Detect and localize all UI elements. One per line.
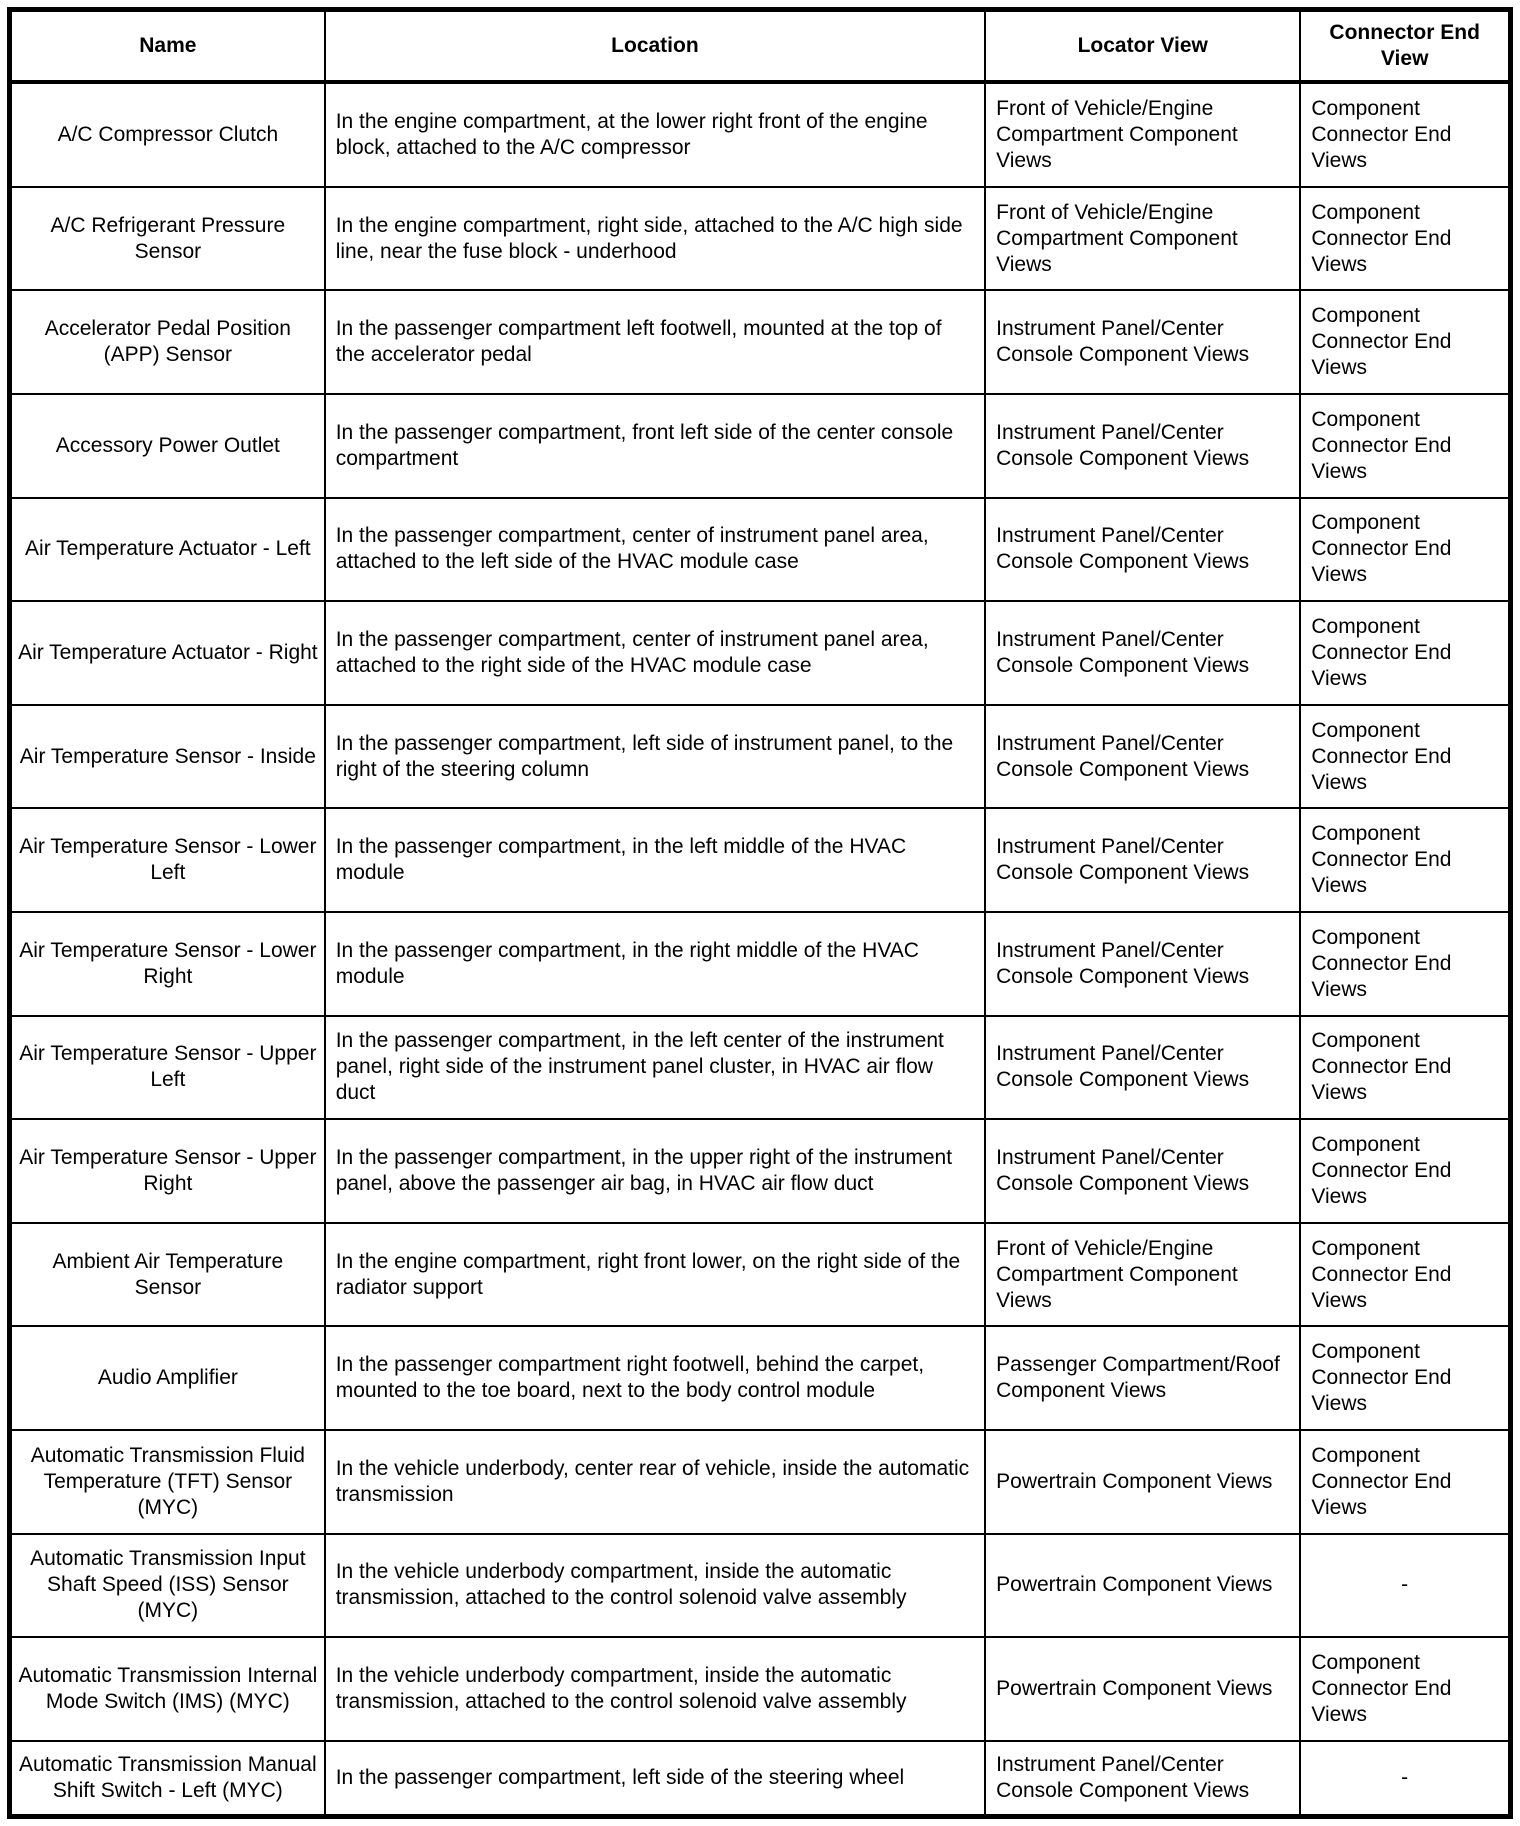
table-row — [10, 705, 1511, 809]
connector-end-cell: Component Connector End Views — [1300, 601, 1510, 705]
table-row — [10, 1326, 1511, 1430]
table-row — [10, 1016, 1511, 1120]
connector-end-cell: Component Connector End Views — [1300, 1119, 1510, 1223]
locator-view-cell: Front of Vehicle/Engine Compartment Component Views — [985, 82, 1300, 187]
locator-view-cell: Passenger Compartment/Roof Component Views — [985, 1326, 1300, 1430]
col-header-name: Name — [10, 10, 325, 83]
locator-view-cell: Instrument Panel/Center Console Component Views — [985, 912, 1300, 1016]
locator-view-cell: Powertrain Component Views — [985, 1534, 1300, 1638]
col-header-connector-end-view: Connector End View — [1300, 10, 1510, 83]
locator-view-cell: Front of Vehicle/Engine Compartment Component Views — [985, 187, 1300, 291]
location-cell: In the passenger compartment, in the left center of the instrument panel, right side of the instrument panel cluster, in HVAC air flow duct — [325, 1016, 985, 1120]
connector-end-cell: Component Connector End Views — [1300, 498, 1510, 602]
locator-view-cell: Instrument Panel/Center Console Component Views — [985, 705, 1300, 809]
name-cell: Accessory Power Outlet — [10, 394, 325, 498]
table-row — [10, 808, 1511, 912]
connector-end-cell: Component Connector End Views — [1300, 1637, 1510, 1741]
location-cell: In the passenger compartment, center of instrument panel area, attached to the right side of the HVAC module case — [325, 601, 985, 705]
connector-end-cell: Component Connector End Views — [1300, 1326, 1510, 1430]
table-row — [10, 1223, 1511, 1327]
table-row — [10, 601, 1511, 705]
name-cell: Air Temperature Sensor - Lower Left — [10, 808, 325, 912]
table-row — [10, 290, 1511, 394]
name-cell: Air Temperature Actuator - Left — [10, 498, 325, 602]
connector-end-cell: Component Connector End Views — [1300, 394, 1510, 498]
col-header-location: Location — [325, 10, 985, 83]
name-cell: Automatic Transmission Manual Shift Switch - Left (MYC) — [10, 1741, 325, 1817]
location-cell: In the vehicle underbody compartment, inside the automatic transmission, attached to the control solenoid valve assembly — [325, 1637, 985, 1741]
name-cell: Ambient Air Temperature Sensor — [10, 1223, 325, 1327]
locator-view-cell: Instrument Panel/Center Console Component Views — [985, 1119, 1300, 1223]
table-row — [10, 82, 1511, 187]
connector-end-cell: Component Connector End Views — [1300, 187, 1510, 291]
location-cell: In the passenger compartment, left side of the steering wheel — [325, 1741, 985, 1817]
locator-view-cell: Instrument Panel/Center Console Component Views — [985, 498, 1300, 602]
name-cell: Automatic Transmission Internal Mode Switch (IMS) (MYC) — [10, 1637, 325, 1741]
name-cell: A/C Refrigerant Pressure Sensor — [10, 187, 325, 291]
location-cell: In the passenger compartment right footwell, behind the carpet, mounted to the toe board, next to the body control module — [325, 1326, 985, 1430]
locator-view-cell: Instrument Panel/Center Console Component Views — [985, 808, 1300, 912]
table-row — [10, 1741, 1511, 1817]
locator-view-cell: Powertrain Component Views — [985, 1430, 1300, 1534]
connector-end-cell: Component Connector End Views — [1300, 912, 1510, 1016]
locator-view-cell: Front of Vehicle/Engine Compartment Component Views — [985, 1223, 1300, 1327]
location-cell: In the vehicle underbody, center rear of vehicle, inside the automatic transmission — [325, 1430, 985, 1534]
connector-end-cell: Component Connector End Views — [1300, 808, 1510, 912]
location-cell: In the passenger compartment, center of instrument panel area, attached to the left side of the HVAC module case — [325, 498, 985, 602]
col-header-locator-view: Locator View — [985, 10, 1300, 83]
connector-end-cell: Component Connector End Views — [1300, 705, 1510, 809]
connector-end-cell: - — [1300, 1534, 1510, 1638]
connector-end-cell: Component Connector End Views — [1300, 82, 1510, 187]
locator-view-cell: Instrument Panel/Center Console Component Views — [985, 601, 1300, 705]
connector-end-cell: - — [1300, 1741, 1510, 1817]
locator-view-cell: Instrument Panel/Center Console Component Views — [985, 1016, 1300, 1120]
name-cell: Accelerator Pedal Position (APP) Sensor — [10, 290, 325, 394]
connector-end-cell: Component Connector End Views — [1300, 290, 1510, 394]
table-row — [10, 498, 1511, 602]
connector-end-cell: Component Connector End Views — [1300, 1223, 1510, 1327]
location-cell: In the vehicle underbody compartment, inside the automatic transmission, attached to the control solenoid valve assembly — [325, 1534, 985, 1638]
location-cell: In the passenger compartment, left side of instrument panel, to the right of the steering column — [325, 705, 985, 809]
name-cell: Air Temperature Sensor - Upper Right — [10, 1119, 325, 1223]
location-cell: In the passenger compartment, in the left middle of the HVAC module — [325, 808, 985, 912]
table-row — [10, 1119, 1511, 1223]
locator-view-cell: Instrument Panel/Center Console Component Views — [985, 1741, 1300, 1817]
name-cell: Air Temperature Sensor - Inside — [10, 705, 325, 809]
component-locator-table — [7, 7, 1513, 1819]
name-cell: Audio Amplifier — [10, 1326, 325, 1430]
location-cell: In the engine compartment, right side, attached to the A/C high side line, near the fuse block - underhood — [325, 187, 985, 291]
table-row — [10, 394, 1511, 498]
connector-end-cell: Component Connector End Views — [1300, 1430, 1510, 1534]
name-cell: Air Temperature Actuator - Right — [10, 601, 325, 705]
locator-view-cell: Powertrain Component Views — [985, 1637, 1300, 1741]
name-cell: Automatic Transmission Input Shaft Speed (ISS) Sensor (MYC) — [10, 1534, 325, 1638]
connector-end-cell: Component Connector End Views — [1300, 1016, 1510, 1120]
table-row — [10, 1534, 1511, 1638]
location-cell: In the passenger compartment, in the upper right of the instrument panel, above the passenger air bag, in HVAC air flow duct — [325, 1119, 985, 1223]
name-cell: Air Temperature Sensor - Lower Right — [10, 912, 325, 1016]
name-cell: A/C Compressor Clutch — [10, 82, 325, 187]
location-cell: In the passenger compartment left footwell, mounted at the top of the accelerator pedal — [325, 290, 985, 394]
locator-view-cell: Instrument Panel/Center Console Component Views — [985, 394, 1300, 498]
name-cell: Air Temperature Sensor - Upper Left — [10, 1016, 325, 1120]
table-row — [10, 1430, 1511, 1534]
table-row — [10, 187, 1511, 291]
location-cell: In the passenger compartment, in the right middle of the HVAC module — [325, 912, 985, 1016]
name-cell: Automatic Transmission Fluid Temperature (TFT) Sensor (MYC) — [10, 1430, 325, 1534]
location-cell: In the engine compartment, right front lower, on the right side of the radiator support — [325, 1223, 985, 1327]
locator-view-cell: Instrument Panel/Center Console Component Views — [985, 290, 1300, 394]
table-row — [10, 1637, 1511, 1741]
table-row — [10, 912, 1511, 1016]
location-cell: In the engine compartment, at the lower right front of the engine block, attached to the A/C compressor — [325, 82, 985, 187]
location-cell: In the passenger compartment, front left side of the center console compartment — [325, 394, 985, 498]
table-header-row — [10, 10, 1511, 83]
